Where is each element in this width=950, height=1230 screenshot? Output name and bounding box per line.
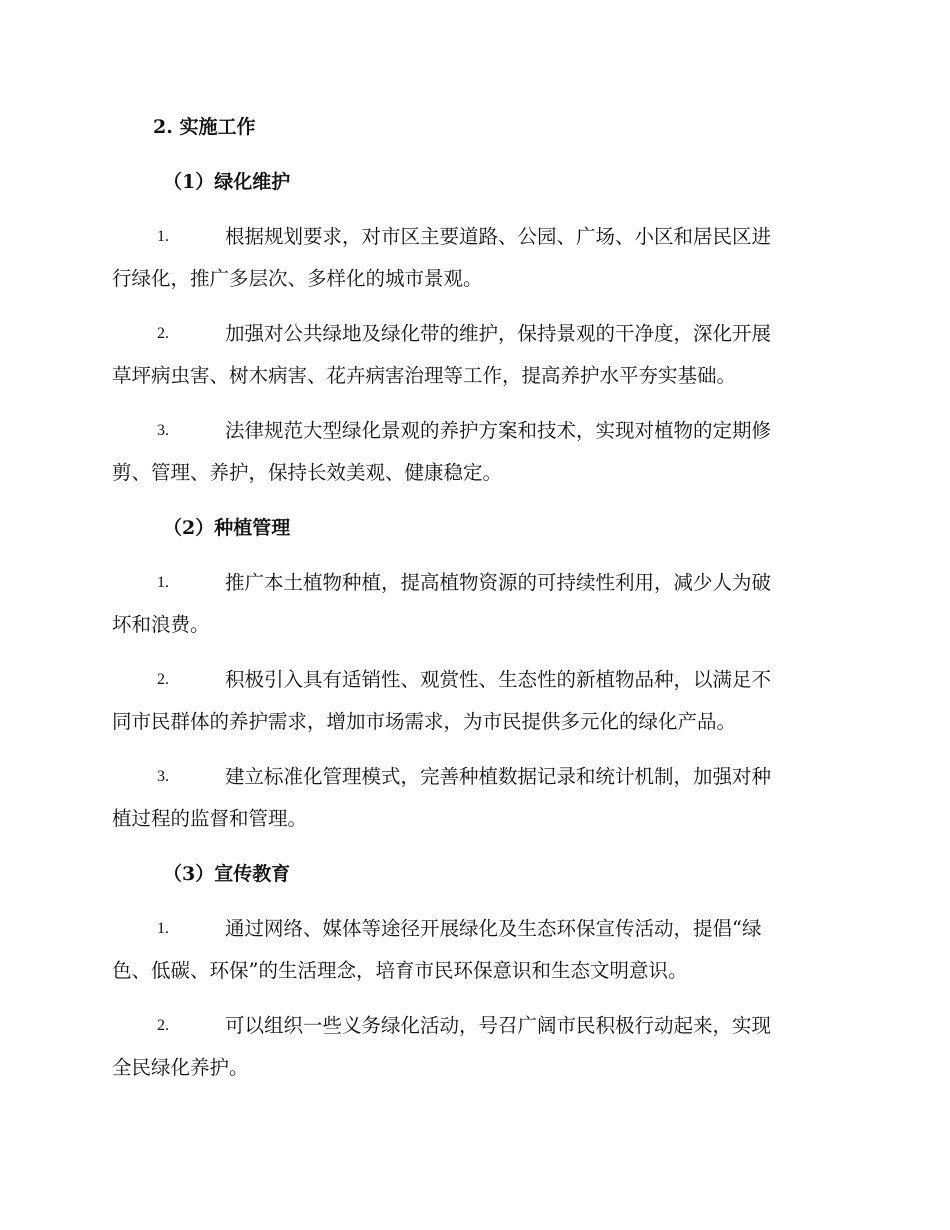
item-text-line2: 剪、管理、养护，保持长效美观、健康稳定。 (112, 461, 503, 484)
item-number: 2. (157, 671, 169, 688)
item-text-line2: 草坪病虫害、树木病害、花卉病害治理等工作，提高养护水平夯实基础。 (112, 364, 737, 387)
item-number: 2. (157, 325, 169, 342)
subsection-heading-publicity-education: （3）宣传教育 (163, 863, 291, 885)
item-text-line2: 行绿化，推广多层次、多样化的城市景观。 (112, 267, 483, 290)
list-item (112, 659, 837, 743)
item-text-line1: 推广本土植物种植，提高植物资源的可持续性利用，减少人为破 (225, 571, 772, 594)
item-number: 1. (157, 228, 169, 245)
subsection-heading-greening-maintenance: （1）绿化维护 (163, 171, 291, 193)
item-text-line2: 同市民群体的养护需求，增加市场需求，为市民提供多元化的绿化产品。 (112, 710, 737, 733)
item-number: 2. (157, 1017, 169, 1034)
list-item (112, 313, 837, 397)
subsection-heading-planting-management: （2）种植管理 (163, 517, 291, 539)
list-item (112, 756, 837, 840)
item-text-line2: 色、低碳、环保”的生活理念，培育市民环保意识和生态文明意识。 (112, 959, 688, 982)
item-number: 3. (157, 768, 169, 785)
list-item (112, 216, 837, 300)
item-text-line2: 全民绿化养护。 (112, 1056, 249, 1079)
list-item (112, 908, 837, 992)
list-item (112, 410, 837, 494)
item-text-line1: 可以组织一些义务绿化活动，号召广阔市民积极行动起来，实现 (225, 1014, 772, 1037)
item-text-line2: 坏和浪费。 (112, 613, 210, 636)
item-text-line1: 法律规范大型绿化景观的养护方案和技术，实现对植物的定期修 (225, 419, 772, 442)
item-text-line1: 加强对公共绿地及绿化带的维护，保持景观的干净度，深化开展 (225, 322, 772, 345)
list-item (112, 1005, 837, 1089)
item-text-line1: 通过网络、媒体等途径开展绿化及生态环保宣传活动，提倡“绿 (225, 917, 762, 940)
item-number: 3. (157, 422, 169, 439)
item-text-line1: 建立标准化管理模式，完善种植数据记录和统计机制，加强对种 (225, 765, 772, 788)
item-number: 1. (157, 574, 169, 591)
item-text-line1: 积极引入具有适销性、观赏性、生态性的新植物品种，以满足不 (225, 668, 772, 691)
item-text-line1: 根据规划要求，对市区主要道路、公园、广场、小区和居民区进 (225, 225, 772, 248)
item-number: 1. (157, 920, 169, 937)
item-text-line2: 植过程的监督和管理。 (112, 807, 308, 830)
section-title: 2. 实施工作 (153, 116, 256, 138)
list-item (112, 562, 837, 646)
